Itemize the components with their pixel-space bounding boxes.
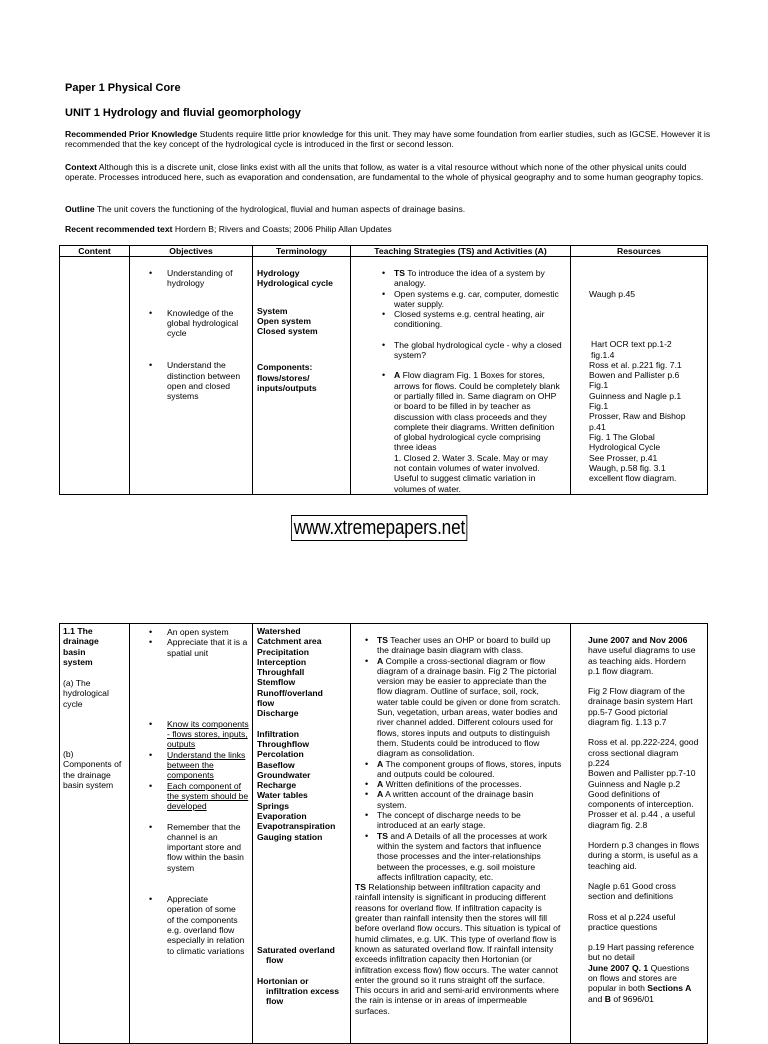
teaching-strategies-cell bbox=[351, 624, 571, 1044]
term: Hydrological cycle bbox=[257, 278, 333, 289]
term: Baseflow bbox=[257, 759, 295, 770]
ts-list bbox=[377, 635, 562, 882]
term: Catchment area bbox=[257, 636, 322, 647]
objectives-cell bbox=[130, 624, 253, 1044]
objective-item: • Understanding of hydrology bbox=[167, 268, 245, 289]
ts-item-text: The component groups of flows, stores, inputs and outputs could be coloured. bbox=[377, 758, 562, 779]
ts-item-text: The global hydrological cycle - why a closed system? bbox=[394, 339, 562, 361]
resource-item: Prosser, Raw and Bishop p.41 bbox=[589, 411, 686, 432]
ts-item-text: A written account of the drainage basin system. bbox=[377, 789, 534, 810]
objective-item: • Appreciate that it is a spatial unit bbox=[167, 637, 249, 658]
term: Watershed bbox=[257, 626, 301, 636]
term: Evapotranspiration bbox=[257, 821, 336, 832]
prior-knowledge-label: Recommended Prior Knowledge bbox=[65, 129, 198, 139]
ts-item-text: 1. Closed 2. Water 3. Scale. May or may not contain volumes of water involved. Useful to suggest climatic variation in volumes of water. bbox=[394, 452, 548, 494]
ts-item-lead: A bbox=[394, 370, 401, 381]
resource-item: See Prosser, p.41 bbox=[589, 452, 658, 463]
ts-item bbox=[377, 810, 562, 831]
resource-item: Waugh p.45 bbox=[589, 289, 636, 299]
ts-item-text: The concept of discharge needs to be introduced at an early stage. bbox=[377, 810, 521, 831]
term: Springs bbox=[257, 800, 289, 811]
term: Saturated overland bbox=[257, 944, 335, 955]
resource-item: Bowen and Pallister p.6 Fig.1 bbox=[589, 370, 680, 391]
ts-item-text: To introduce the idea of a system by analogy. bbox=[394, 268, 545, 289]
teaching-strategies-cell bbox=[351, 257, 571, 495]
resource-item: Prosser et al. p.44 , a useful diagram fig. 2.8 bbox=[588, 809, 696, 830]
scheme-table-2 bbox=[59, 623, 708, 1044]
context-paragraph bbox=[65, 162, 715, 183]
resource-item: p.19 Hart passing reference but no detail bbox=[588, 942, 695, 963]
term: Recharge bbox=[257, 780, 297, 791]
table-row bbox=[60, 257, 708, 495]
content-sub-b: (b) Components of the drainage basin system bbox=[63, 749, 122, 790]
outline-label: Outline bbox=[65, 204, 95, 214]
ts-item bbox=[377, 779, 562, 789]
objective-item: • Knowledge of the global hydrological cycle bbox=[167, 308, 247, 339]
ts-item-text: Teacher uses an OHP or board to build up the drainage basin diagram with class. bbox=[377, 635, 551, 656]
resource-item: Nagle p.61 Good cross section and definitions bbox=[588, 880, 676, 902]
recent-text-value: Hordern B; Rivers and Coasts; 2006 Philip Allan Updates bbox=[172, 224, 392, 234]
terminology-cell bbox=[253, 257, 351, 495]
header-resources: Resources bbox=[571, 246, 708, 257]
paper-title: Paper 1 Physical Core bbox=[65, 82, 181, 94]
resource-item: Ross et al. p.221 fig. 7.1 bbox=[589, 359, 682, 370]
table-header-row bbox=[60, 246, 708, 257]
term: flow bbox=[266, 955, 284, 966]
prior-knowledge-paragraph bbox=[65, 129, 715, 150]
term: Percolation bbox=[257, 749, 304, 760]
objective-item: • Appreciate operation of some of the components e.g. overland flow especially in relation to climatic variations bbox=[167, 894, 245, 956]
term: Evaporation bbox=[257, 811, 307, 822]
ts-item-lead: A bbox=[377, 758, 384, 769]
resource-item: Ross et al p.224 useful practice questions bbox=[588, 911, 676, 932]
ts-item bbox=[377, 759, 562, 780]
resource-text: and bbox=[588, 993, 605, 1004]
unit-title: UNIT 1 Hydrology and fluvial geomorphology bbox=[65, 107, 301, 119]
content-cell bbox=[60, 624, 130, 1044]
term: Interception bbox=[257, 656, 307, 667]
header-content: Content bbox=[60, 246, 130, 257]
term: Runoff/overland flow bbox=[257, 687, 323, 709]
outline-text: The unit covers the functioning of the hydrological, fluvial and human aspects of drainage basins. bbox=[94, 204, 466, 214]
objective-item: • Each component of the system should be developed bbox=[167, 781, 251, 812]
xtremepapers-link[interactable]: www.xtremepapers.net bbox=[291, 515, 468, 541]
ts-item bbox=[377, 831, 562, 882]
term: flow bbox=[266, 996, 284, 1007]
ts-item bbox=[394, 309, 562, 330]
term: Groundwater bbox=[257, 769, 311, 780]
header-objectives: Objectives bbox=[130, 246, 253, 257]
resource-bold: June 2007 and Nov 2006 bbox=[588, 635, 688, 645]
objective-item: • Understand the distinction between open and closed systems bbox=[167, 360, 249, 401]
resource-item: Hart OCR text pp.1-2 fig.1.4 bbox=[591, 339, 672, 360]
ts-paragraph-text: Relationship between infiltration capacity and rainfall intensity is significant in producing different reasons for overland flow. If infiltration capacity is greater than rainfall intensity then the stores will fill before overland flow occurs. This situation is typical of humid climates, e.g. UK. This type of overland flow is known as saturated overland flow. If rainfall intensity exceeds infiltration capacity then Hortonian (or infiltration excess flow) flow occurs. The water cannot enter the ground so it runs straight off the surface. This occurs in arid and semi-arid environments where the rain is intense or in areas of impermeable surfaces. bbox=[355, 882, 561, 1016]
resource-text: have useful diagrams to use as teaching aids. Hordern p.1 flow diagram. bbox=[588, 645, 696, 676]
resource-item: Ross et al. pp.222-224, good cross sectional diagram p.224 bbox=[588, 737, 699, 768]
objective-item: • Understand the links between the components bbox=[167, 750, 247, 781]
resource-item: Guinness and Nagle p.2 Good definitions of components of interception. bbox=[588, 778, 694, 810]
resource-item: Fig. 1 The Global Hydrological Cycle bbox=[589, 431, 661, 453]
resource-item: Guinness and Nagle p.1 Fig.1 bbox=[589, 390, 682, 412]
ts-item bbox=[394, 370, 562, 452]
ts-item-lead: A bbox=[377, 779, 384, 790]
content-cell bbox=[60, 257, 130, 495]
ts-item bbox=[394, 289, 562, 310]
resource-bold: Sections A bbox=[647, 983, 692, 994]
term: Throughfall bbox=[257, 667, 305, 678]
term: Stemflow bbox=[257, 677, 296, 688]
term: Gauging station bbox=[257, 831, 323, 842]
ts-item-text: and A Details of all the processes at work within the system and factors that influence those processes and the inter-relationships between the processes, e.g. soil moisture affects infiltration capacity, etc. bbox=[377, 830, 548, 882]
term: infiltration excess bbox=[266, 985, 340, 996]
recent-text-paragraph bbox=[65, 224, 715, 234]
ts-item-text: Closed systems e.g. central heating, air conditioning. bbox=[394, 309, 545, 330]
term: Infiltration bbox=[257, 728, 300, 739]
ts-item bbox=[394, 340, 562, 361]
ts-item-lead: TS bbox=[394, 268, 405, 278]
header-terminology: Terminology bbox=[253, 246, 351, 257]
ts-list bbox=[394, 268, 562, 494]
table-row bbox=[60, 624, 708, 1044]
ts-item bbox=[394, 453, 562, 494]
ts-item bbox=[394, 268, 562, 289]
resource-bold: B bbox=[604, 993, 611, 1004]
ts-paragraph-lead: TS bbox=[355, 882, 366, 893]
ts-item-lead: TS bbox=[377, 830, 388, 841]
term: Discharge bbox=[257, 708, 299, 719]
objectives-cell bbox=[130, 257, 253, 495]
resource-item: Bowen and Pallister pp.7-10 bbox=[588, 768, 696, 779]
recent-text-label: Recent recommended text bbox=[65, 224, 173, 234]
context-text: Although this is a discrete unit, close links exist with all the units that follow, as water is a vital resource without which none of the other physical units could operate. Processes introduced here, such as evaporation and condensation, are fundamental to the whole of physical geography and to some human geography topics. bbox=[65, 162, 704, 183]
term: Hortonian or bbox=[257, 975, 309, 986]
scheme-table-1 bbox=[59, 245, 708, 495]
resource-item: Fig 2 Flow diagram of the drainage basin system Hart pp.5-7 Good pictorial diagram fig. 1.13 p.7 bbox=[588, 686, 693, 728]
ts-item-lead: A bbox=[377, 655, 384, 666]
header-teaching-strategies: Teaching Strategies (TS) and Activities (A) bbox=[351, 246, 571, 257]
ts-item bbox=[377, 789, 562, 810]
term: Closed system bbox=[257, 326, 318, 337]
term: inputs/outputs bbox=[257, 383, 317, 394]
terminology-cell bbox=[253, 624, 351, 1044]
context-label: Context bbox=[65, 162, 97, 172]
ts-item-text: Flow diagram Fig. 1 Boxes for stores, arrows for flows. Could be completely blank or partially filled in. Same diagram on OHP or board to be filled in by teacher as discussion with class proceeds and they complete their diagrams. Written definition of global hydrological cycle comprising three ideas bbox=[394, 370, 560, 453]
term: Hydrology bbox=[257, 268, 300, 278]
objective-item: • Remember that the channel is an important store and flow within the basin system bbox=[167, 822, 249, 873]
ts-item-text: Open systems e.g. car, computer, domestic water supply. bbox=[394, 288, 559, 309]
ts-item bbox=[377, 635, 562, 656]
content-sub-a: (a) The hydrological cycle bbox=[63, 678, 109, 709]
resource-bold: June 2007 Q. 1 bbox=[588, 962, 649, 973]
resource-item bbox=[588, 635, 700, 676]
resource-item bbox=[588, 963, 700, 1004]
resources-cell bbox=[571, 257, 708, 495]
ts-item bbox=[377, 656, 562, 759]
resource-item: Waugh, p.58 fig. 3.1 excellent flow diagram. bbox=[589, 462, 677, 484]
term: Precipitation bbox=[257, 646, 310, 657]
term: flows/stores/ bbox=[257, 372, 310, 383]
term: Components: bbox=[257, 362, 313, 373]
ts-paragraph bbox=[351, 882, 570, 1016]
resource-text: Questions on flows and stores are popular in both bbox=[588, 962, 690, 994]
term: Open system bbox=[257, 315, 311, 326]
ts-item-text: Compile a cross-sectional diagram or flow diagram of a drainage basin. Fig 2 The pictorial version may be easier to appreciate than the flow diagram. Outline of surface, soil, rock, water table could be given or done from scratch. Sun, vegetation, urban areas, water bodies and river channel added. Different colours used for flows, stores inputs and outputs to distinguish them. Students could be introduced to flow diagram as consolidation. bbox=[377, 655, 561, 759]
term: Water tables bbox=[257, 790, 308, 801]
resource-item: Hordern p.3 changes in flows during a storm, is useful as a teaching aid. bbox=[588, 840, 700, 871]
ts-item-text: Written definitions of the processes. bbox=[383, 779, 522, 790]
prior-knowledge-text: Students require little prior knowledge for this unit. They may have some foundation from earlier studies, such as IGCSE. However it is recommended that the key concept of the hydrological cycle is introduced in the first or second lesson. bbox=[65, 129, 711, 150]
outline-paragraph bbox=[65, 204, 715, 214]
ts-item-lead: A bbox=[377, 789, 384, 800]
content-heading: 1.1 The drainage basin system bbox=[63, 626, 99, 667]
term: System bbox=[257, 305, 288, 316]
resource-text: of 9696/01 bbox=[610, 993, 654, 1004]
objective-item: • An open system bbox=[167, 627, 246, 637]
term: Throughflow bbox=[257, 738, 310, 749]
resources-cell bbox=[571, 624, 708, 1044]
objective-item: • Know its components - flows stores, inputs, outputs bbox=[167, 719, 251, 750]
ts-item-lead: TS bbox=[377, 635, 388, 645]
